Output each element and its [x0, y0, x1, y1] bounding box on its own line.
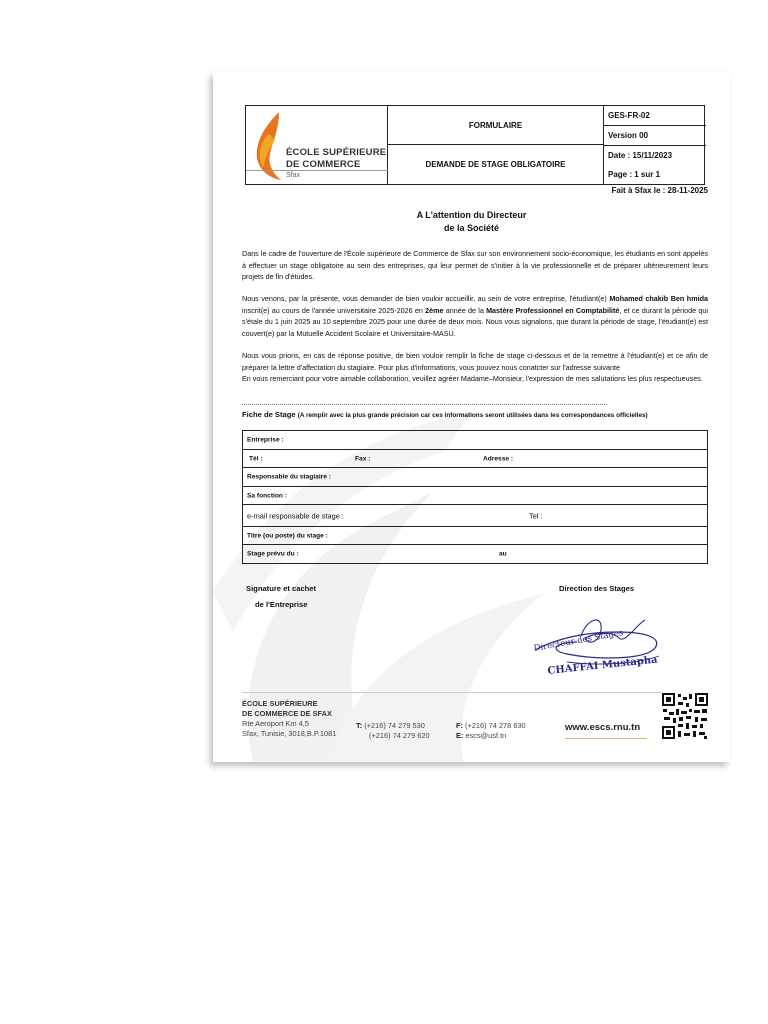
student-name: Mohamed chakib Ben hmida — [609, 294, 708, 303]
date-line: Fait à Sfax le : 28-11-2025 — [611, 186, 708, 195]
label-entreprise: Entreprise : — [247, 436, 284, 444]
paragraph-3 — [242, 350, 708, 385]
label-responsable: Responsable du stagiaire : — [247, 473, 331, 481]
form-version: Version 00 — [604, 126, 706, 146]
footer-tel-label: T: — [356, 721, 363, 730]
footer-fax-label: F: — [456, 721, 463, 730]
footer-school-line2: DE COMMERCE DE SFAX — [242, 709, 332, 718]
footer-tel1: (+216) 74 279 530 — [364, 721, 425, 730]
label-adresse: Adresse : — [483, 455, 514, 462]
paragraph-1: Dans le cadre de l'ouverture de l'École supérieure de Commerce de Sfax sur son environnement socio-économique, les étudiants en sont appelés à effectuer un stage obligatoire au sein des entreprises, qui leur permet de s'initier à la vie professionnelle et de préparer ultérieurement leurs projets de fin d'études. — [242, 249, 708, 281]
letter-title-line2: de la Société — [443, 223, 500, 233]
form-subject: DEMANDE DE STAGE OBLIGATOIRE — [425, 160, 566, 169]
footer-address-line1: Rte Aeroport Km 4,5 — [242, 719, 309, 728]
label-fax: Fax : — [355, 455, 371, 462]
form-page: Page : 1 sur 1 — [608, 170, 661, 179]
footer-fax-email — [456, 721, 526, 741]
paragraph-3-part2: En vous remerciant pour votre aimable collaboration, veuillez agréer Madame–Monsieur, l'expression de mes salutations les plus respectueuses. — [242, 374, 703, 383]
row-contact — [243, 450, 707, 468]
row-entreprise — [243, 431, 707, 450]
direction-stages-label: Direction des Stages — [559, 584, 635, 593]
row-fonction — [243, 487, 707, 505]
row-dates — [243, 545, 707, 563]
form-label: FORMULAIRE — [388, 106, 603, 145]
label-stage-prevu: Stage prévu du : — [247, 550, 299, 558]
paragraph-2-part4: , et ce durant la période qui s'étale du 1 juin 2025 au 10 septembre 2025 pour une durée de deux mois. Nous vous signalons, que durant la période de stage, l'étudiant(e) est couvert(e) par la Mutuelle Accident Scolaire et Universitaire-MASU. — [242, 305, 708, 338]
footer-address — [242, 719, 336, 739]
document-page — [213, 72, 730, 762]
logo-school-line2: DE COMMERCE — [286, 159, 361, 170]
signature-company-line2: de l'Entreprise — [255, 600, 308, 609]
row-titre — [243, 527, 707, 545]
dotted-separator — [242, 404, 607, 405]
signature-company-line1: Signature et cachet — [246, 584, 317, 593]
paragraph-2 — [242, 293, 708, 339]
study-year: 2ème — [425, 305, 444, 315]
fiche-table — [242, 430, 708, 564]
footer-divider — [242, 692, 708, 693]
header-table — [245, 105, 705, 185]
study-program: Mastère Professionnel en Comptabilité — [486, 305, 620, 315]
footer-fax: (+216) 74 278 630 — [465, 721, 526, 730]
label-email: e-mail responsable de stage : — [247, 511, 344, 520]
qr-code-icon — [661, 692, 709, 740]
logo-school-city: Sfax — [286, 172, 301, 179]
footer-school-line1: ÉCOLE SUPÉRIEURE — [242, 699, 318, 708]
logo-school-line1: ÉCOLE SUPÉRIEURE — [286, 147, 387, 158]
logo-divider — [246, 170, 388, 171]
footer-website-underline — [565, 738, 647, 739]
school-logo-icon — [249, 110, 285, 182]
fiche-title-text: Fiche de Stage — [242, 410, 296, 419]
footer-address-line2: Sfax, Tunisie, 3018,B.P.1081 — [242, 729, 337, 738]
paragraph-2-part3: année de la — [443, 305, 487, 315]
form-date: Date : 15/11/2023 — [608, 151, 673, 160]
footer-email-label: E: — [456, 731, 464, 740]
row-responsable — [243, 468, 707, 487]
header-title-cell — [388, 106, 604, 184]
label-tel: Tél : — [249, 455, 263, 462]
stamp-name: CHAFFAI Mustapha — [547, 654, 659, 677]
footer-phones — [356, 721, 430, 741]
footer-website: www.escs.rnu.tn — [565, 722, 641, 733]
label-tel-responsable: Tel : — [529, 511, 543, 520]
footer-tel2: (+216) 74 279 620 — [369, 731, 430, 740]
header-logo-cell — [246, 106, 388, 184]
letter-title-line1: A L'attention du Directeur — [416, 210, 527, 220]
fiche-title — [242, 410, 648, 419]
label-titre: Titre (ou poste) du stage : — [247, 532, 328, 539]
paragraph-3-part1: Nous vous prions, en cas de réponse positive, de bien vouloir remplir la fiche de stage ci-dessous et de la remettre à l'étudiant(e) et ce afin de préparer la lettre d'affectation du stagiaire. Pour plus d'informations, vous pouvez nous conatcter sur l'adresse suivante — [242, 351, 708, 372]
stamp-role: Directeur des Stages — [533, 628, 625, 654]
label-fonction: Sa fonction : — [247, 492, 287, 499]
paragraph-2-part1: Nous venons, par la présente, vous demander de bien vouloir accueillir, au sein de votre entreprise, l'étudiant(e) — [242, 294, 610, 303]
label-au: au — [499, 550, 507, 558]
header-meta-cell — [604, 106, 706, 184]
row-email — [243, 505, 707, 527]
fiche-note: (A remplir avec la plus grande précision car ces informations seront utilisées dans les correspondances officielles) — [297, 412, 648, 419]
form-code: GES-FR-02 — [604, 106, 706, 126]
paragraph-2-part2: inscrit(e) au cours de l'année universitaire 2025-2026 en — [242, 305, 426, 315]
footer-school — [242, 699, 332, 719]
footer-email: escs@usf.tn — [465, 731, 507, 740]
